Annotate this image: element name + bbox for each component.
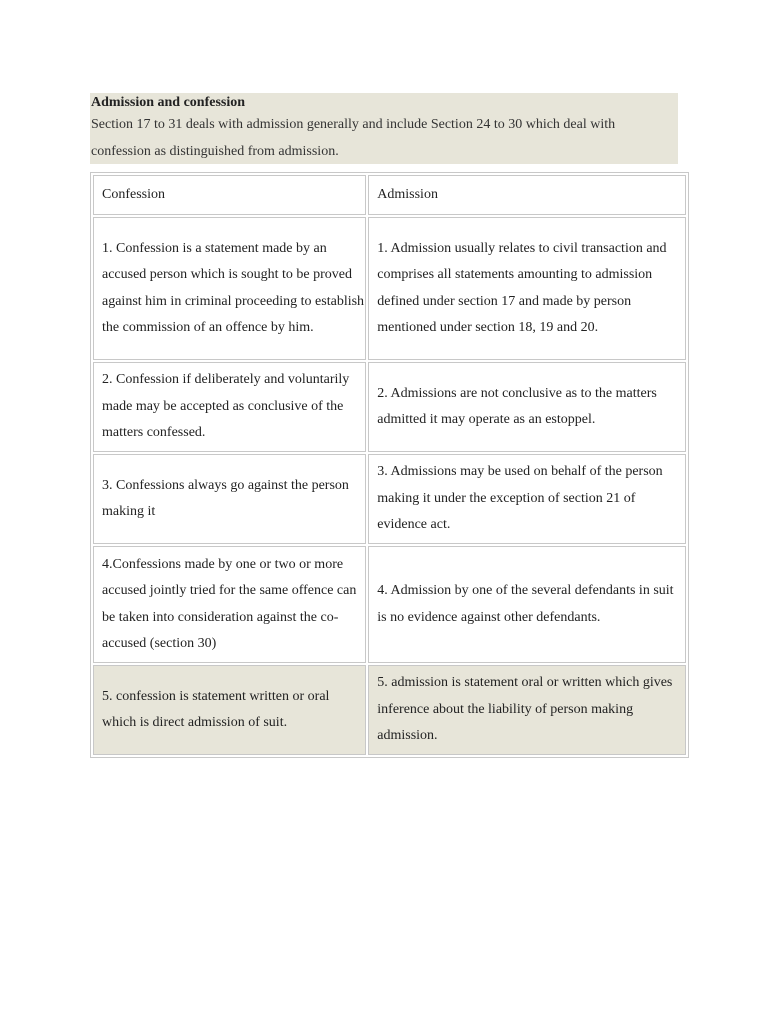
table-row: [93, 546, 686, 663]
section-description: Section 17 to 31 deals with admission generally and include Section 24 to 30 which deal with confession as distinguished from admission.: [91, 117, 616, 159]
admission-cell: 2. Admissions are not conclusive as to the matters admitted it may operate as an estoppel.: [368, 362, 686, 452]
section-heading: Admission and confession: [91, 95, 246, 110]
comparison-table: [90, 172, 689, 758]
table-row: [93, 217, 686, 360]
admission-cell: 1. Admission usually relates to civil transaction and comprises all statements amounting to admission defined under section 17 and made by person mentioned under section 18, 19 and 20.: [368, 217, 686, 360]
table-row: [93, 362, 686, 452]
confession-cell: 1. Confession is a statement made by an accused person which is sought to be proved against him in criminal proceeding to establish the commission of an offence by him.: [93, 217, 366, 360]
table-header-row: [93, 175, 686, 215]
confession-cell: 5. confession is statement written or oral which is direct admission of suit.: [93, 665, 366, 755]
admission-cell: 3. Admissions may be used on behalf of the person making it under the exception of section 21 of evidence act.: [368, 454, 686, 544]
table-row: [93, 454, 686, 544]
intro-block: [90, 93, 678, 164]
admission-cell: 5. admission is statement oral or written which gives inference about the liability of person making admission.: [368, 665, 686, 755]
header-admission: Admission: [368, 175, 686, 215]
confession-cell: 3. Confessions always go against the person making it: [93, 454, 366, 544]
table-row: [93, 665, 686, 755]
admission-cell: 4. Admission by one of the several defendants in suit is no evidence against other defendants.: [368, 546, 686, 663]
header-confession: Confession: [93, 175, 366, 215]
confession-cell: 4.Confessions made by one or two or more accused jointly tried for the same offence can be taken into consideration against the co-accused (section 30): [93, 546, 366, 663]
confession-cell: 2. Confession if deliberately and voluntarily made may be accepted as conclusive of the matters confessed.: [93, 362, 366, 452]
